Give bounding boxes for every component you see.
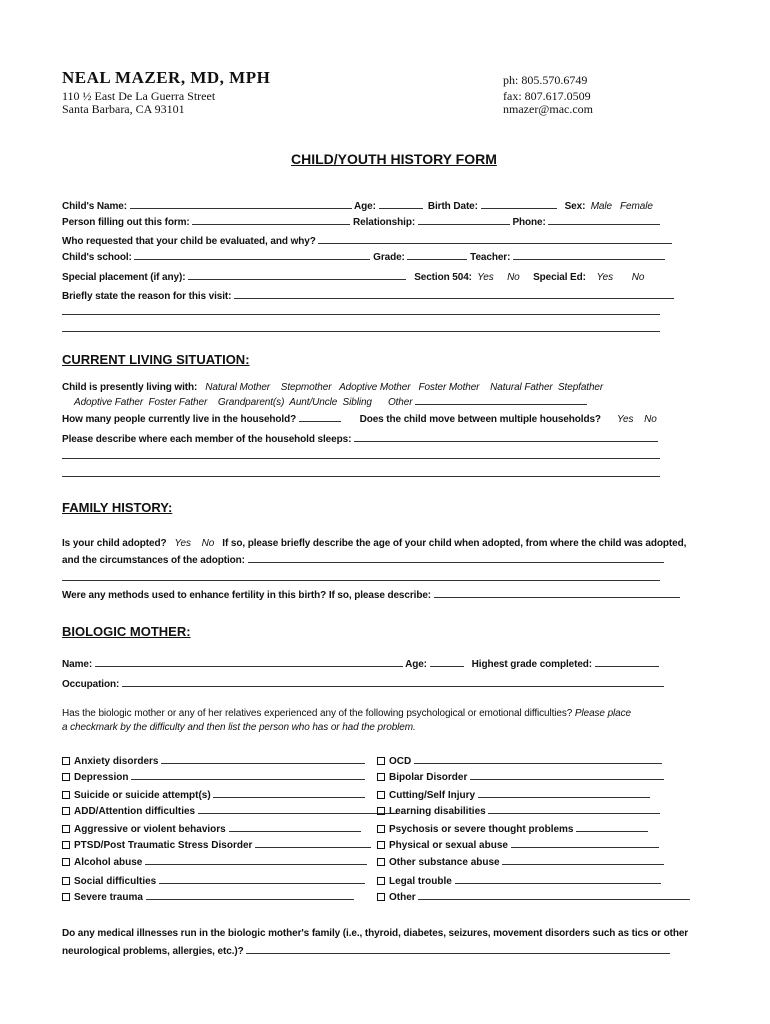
household-count-label: How many people currently live in the household? (62, 414, 297, 425)
who-requested-label: Who requested that your child be evaluated, and why? (62, 236, 316, 247)
difficulty-label: Aggressive or violent behaviors (74, 824, 226, 835)
address-line-2: Santa Barbara, CA 93101 (62, 102, 185, 116)
difficulty-label: OCD (389, 756, 412, 767)
difficulty-right-item (377, 838, 659, 851)
reason-label: Briefly state the reason for this visit: (62, 291, 232, 302)
household-count-row (62, 412, 657, 425)
difficulty-label: Severe trauma (74, 892, 143, 903)
mother-age-label: Age: (405, 659, 427, 670)
checkbox[interactable] (62, 858, 70, 866)
mother-age-field[interactable] (430, 657, 464, 667)
difficulty-person-field[interactable] (488, 804, 660, 814)
grade-label: Grade: (373, 252, 405, 263)
mother-occupation-row (62, 677, 664, 690)
special-ed-yes[interactable]: Yes (596, 272, 613, 283)
childs-name-field[interactable] (130, 199, 352, 209)
difficulty-person-field[interactable] (213, 788, 365, 798)
phone-field[interactable] (548, 215, 660, 225)
childs-name-label: Child's Name: (62, 201, 127, 212)
teacher-label: Teacher: (470, 252, 511, 263)
difficulty-left-item (62, 855, 367, 868)
mother-name-row (62, 657, 659, 670)
difficulty-right-item (377, 804, 660, 817)
difficulty-person-field[interactable] (414, 754, 662, 764)
mother-name-field[interactable] (95, 657, 403, 667)
living-options-line-1[interactable]: Natural Mother Stepmother Adoptive Mother Foster Mother Natural Father Stepfather (205, 382, 604, 393)
adoption-circumstances-field[interactable] (248, 553, 664, 563)
mother-occupation-field[interactable] (122, 677, 664, 687)
difficulty-person-field[interactable] (198, 804, 398, 814)
special-placement-row (62, 270, 644, 283)
difficulty-person-field[interactable] (455, 874, 661, 884)
difficulty-person-field[interactable] (502, 855, 664, 865)
email-address: nmazer@mac.com (503, 102, 594, 116)
person-filling-field[interactable] (192, 215, 350, 225)
difficulty-person-field[interactable] (470, 770, 664, 780)
difficulties-note-2: a checkmark by the difficulty and then list the person who has or had the problem. (62, 722, 416, 733)
difficulties-note-1: Please place (574, 708, 631, 719)
adoption-circumstances-label: and the circumstances of the adoption: (62, 555, 245, 566)
relationship-field[interactable] (418, 215, 510, 225)
adopted-describe-label: If so, please briefly describe the age of your child when adopted, from where the child was adopted, (222, 538, 687, 549)
school-label: Child's school: (62, 252, 132, 263)
difficulty-label: Psychosis or severe thought problems (389, 824, 574, 835)
medical-illnesses-field[interactable] (246, 944, 670, 954)
difficulty-label: PTSD/Post Traumatic Stress Disorder (74, 840, 253, 851)
person-filling-label: Person filling out this form: (62, 217, 190, 228)
living-with-label: Child is presently living with: (62, 382, 198, 393)
adopted-yes[interactable]: Yes (174, 538, 191, 549)
difficulty-right-item (377, 890, 690, 903)
sex-label: Sex: (564, 201, 586, 212)
multiple-households-yes[interactable]: Yes (617, 414, 634, 425)
living-with-row (62, 382, 603, 393)
special-placement-label: Special placement (if any): (62, 272, 186, 283)
reason-row (62, 289, 674, 302)
fertility-field[interactable] (434, 588, 680, 598)
school-row (62, 250, 665, 263)
difficulty-left-item (62, 804, 398, 817)
teacher-field[interactable] (513, 250, 665, 260)
difficulty-right-item (377, 855, 664, 868)
checkbox[interactable] (377, 807, 385, 815)
difficulty-person-field[interactable] (478, 788, 650, 798)
checkbox[interactable] (62, 773, 70, 781)
difficulty-right-item (377, 770, 664, 783)
sleeps-label: Please describe where each member of the household sleeps: (62, 434, 352, 445)
difficulty-right-item (377, 788, 650, 801)
biologic-mother-heading: BIOLOGIC MOTHER: (62, 624, 191, 639)
adoption-circumstances-row (62, 553, 664, 566)
school-field[interactable] (134, 250, 370, 260)
difficulty-left-item (62, 874, 365, 887)
mother-occupation-label: Occupation: (62, 679, 120, 690)
difficulty-label: Depression (74, 772, 129, 783)
difficulty-left-item (62, 754, 365, 767)
adopted-row (62, 538, 686, 549)
form-title: CHILD/YOUTH HISTORY FORM (291, 151, 497, 167)
living-options-line-2[interactable]: Adoptive Father Foster Father Grandparent(s) Aunt/Uncle Sibling Other (74, 397, 413, 408)
medical-question-line-2: neurological problems, allergies, etc.)? (62, 946, 244, 957)
age-label: Age: (353, 201, 376, 212)
difficulty-label: Learning disabilities (389, 806, 486, 817)
difficulty-label: ADD/Attention difficulties (74, 806, 196, 817)
difficulty-person-field[interactable] (255, 838, 371, 848)
mother-grade-field[interactable] (595, 657, 659, 667)
phone-label: Phone: (512, 217, 546, 228)
difficulty-person-field[interactable] (145, 855, 367, 865)
special-ed-no[interactable]: No (631, 272, 645, 283)
checkbox[interactable] (62, 893, 70, 901)
medical-question-row-2 (62, 944, 670, 957)
difficulty-label: Cutting/Self Injury (389, 790, 476, 801)
checkbox[interactable] (62, 841, 70, 849)
difficulty-left-item (62, 770, 365, 783)
difficulty-label: Alcohol abuse (74, 857, 143, 868)
checkbox[interactable] (62, 825, 70, 833)
childs-name-row (62, 199, 653, 212)
family-history-heading: FAMILY HISTORY: (62, 500, 173, 515)
sleeps-field[interactable] (354, 432, 658, 442)
checkbox[interactable] (377, 773, 385, 781)
multiple-households-label: Does the child move between multiple households? (359, 414, 601, 425)
checkbox[interactable] (62, 791, 70, 799)
section504-yes[interactable]: Yes (477, 272, 494, 283)
reason-line-2[interactable] (62, 314, 660, 315)
difficulty-left-item (62, 822, 361, 835)
grade-field[interactable] (407, 250, 467, 260)
checkbox[interactable] (377, 877, 385, 885)
difficulty-label: Other (389, 892, 416, 903)
who-requested-field[interactable] (318, 234, 672, 244)
difficulty-person-field[interactable] (146, 890, 354, 900)
sleeps-line-3[interactable] (62, 476, 660, 477)
fertility-row (62, 588, 680, 601)
checkbox[interactable] (62, 807, 70, 815)
medical-question-line-1: Do any medical illnesses run in the biologic mother's family (i.e., thyroid, diabetes, seizures, movement disorders such as tics or other (62, 928, 689, 939)
relationship-label: Relationship: (353, 217, 416, 228)
adopted-no[interactable]: No (201, 538, 215, 549)
checkbox[interactable] (377, 858, 385, 866)
fax-number: fax: 807.617.0509 (503, 89, 591, 103)
section504-no[interactable]: No (507, 272, 520, 283)
difficulty-person-field[interactable] (159, 874, 365, 884)
sleeps-row (62, 432, 658, 445)
checkbox[interactable] (62, 757, 70, 765)
reason-field[interactable] (234, 289, 674, 299)
difficulty-person-field[interactable] (418, 890, 690, 900)
fertility-label: Were any methods used to enhance fertility in this birth? If so, please describe: (62, 590, 432, 601)
age-field[interactable] (379, 199, 423, 209)
difficulties-question-text: Has the biologic mother or any of her relatives experienced any of the following psychological or emotional difficulties? (62, 708, 573, 719)
difficulty-label: Bipolar Disorder (389, 772, 468, 783)
special-placement-field[interactable] (188, 270, 406, 280)
checkbox[interactable] (377, 825, 385, 833)
difficulty-label: Anxiety disorders (74, 756, 159, 767)
special-ed-label: Special Ed: (533, 272, 586, 283)
adopted-label: Is your child adopted? (62, 538, 167, 549)
difficulty-right-item (377, 874, 661, 887)
checkbox[interactable] (377, 791, 385, 799)
difficulty-person-field[interactable] (511, 838, 659, 848)
difficulties-question (62, 708, 631, 719)
household-count-field[interactable] (299, 412, 341, 422)
difficulty-label: Social difficulties (74, 876, 157, 887)
difficulty-person-field[interactable] (131, 770, 365, 780)
person-filling-row (62, 215, 660, 228)
checkbox[interactable] (377, 841, 385, 849)
address-line-1: 110 ½ East De La Guerra Street (62, 89, 216, 103)
multiple-households-no[interactable]: No (644, 414, 657, 425)
sex-female-option[interactable]: Female (620, 201, 653, 212)
difficulty-label: Suicide or suicide attempt(s) (74, 790, 211, 801)
birth-date-label: Birth Date: (427, 201, 478, 212)
reason-line-3[interactable] (62, 331, 660, 332)
sex-male-option[interactable]: Male (590, 201, 612, 212)
checkbox[interactable] (377, 757, 385, 765)
difficulty-person-field[interactable] (576, 822, 648, 832)
difficulty-right-item (377, 754, 662, 767)
difficulty-label: Other substance abuse (389, 857, 500, 868)
doctor-name: NEAL MAZER, MD, MPH (62, 68, 271, 87)
mother-name-label: Name: (62, 659, 93, 670)
living-other-field[interactable] (415, 395, 587, 405)
adoption-line-2[interactable] (62, 580, 660, 581)
difficulty-label: Legal trouble (389, 876, 452, 887)
difficulty-person-field[interactable] (161, 754, 365, 764)
difficulty-label: Physical or sexual abuse (389, 840, 508, 851)
difficulty-right-item (377, 822, 648, 835)
living-situation-heading: CURRENT LIVING SITUATION: (62, 352, 250, 367)
section504-label: Section 504: (414, 272, 472, 283)
birth-date-field[interactable] (481, 199, 557, 209)
phone-number: ph: 805.570.6749 (503, 73, 588, 87)
checkbox[interactable] (377, 893, 385, 901)
difficulty-person-field[interactable] (229, 822, 361, 832)
checkbox[interactable] (62, 877, 70, 885)
mother-grade-label: Highest grade completed: (471, 659, 593, 670)
sleeps-line-2[interactable] (62, 458, 660, 459)
difficulty-left-item (62, 788, 365, 801)
difficulty-left-item (62, 890, 354, 903)
who-requested-row (62, 234, 672, 247)
living-options-row-2 (74, 395, 587, 408)
difficulty-left-item (62, 838, 371, 851)
